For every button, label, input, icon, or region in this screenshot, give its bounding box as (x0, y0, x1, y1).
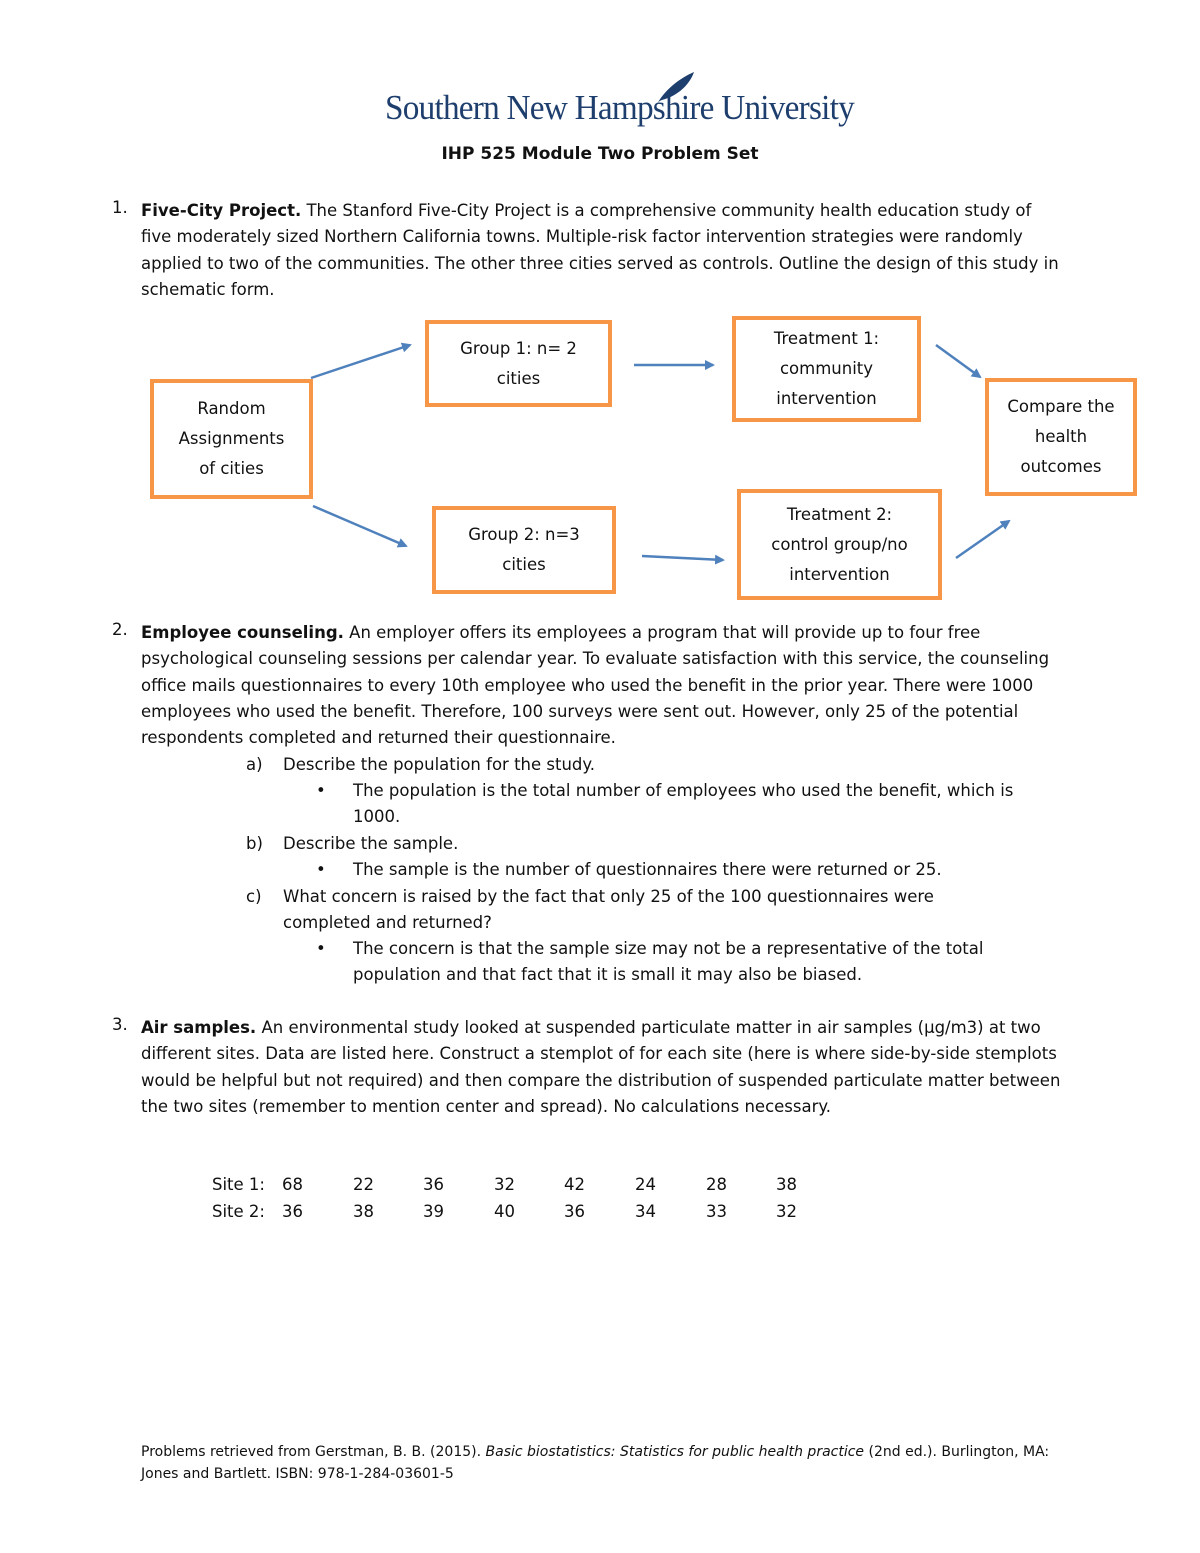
page-title: IHP 525 Module Two Problem Set (441, 144, 759, 164)
site-value: 28 (706, 1175, 727, 1194)
question-1-text (141, 198, 1061, 303)
part-c-question-line2: completed and returned? (283, 913, 492, 932)
arrow-treatment1-to-compare (936, 345, 980, 377)
site-value: 38 (353, 1202, 374, 1221)
compare-outcomes-box: Compare the health outcomes (985, 378, 1137, 496)
group-1-box: Group 1: n= 2 cities (425, 320, 612, 407)
part-c-label: c) (246, 887, 262, 906)
part-b-answer-line1: The sample is the number of questionnaires there were returned or 25. (353, 860, 942, 879)
arrow-treatment2-to-compare (956, 521, 1009, 558)
arrow-random-to-group2 (313, 506, 406, 546)
bullet-icon: • (316, 781, 326, 800)
treatment-1-box: Treatment 1: community intervention (732, 316, 921, 422)
site-value: 32 (776, 1202, 797, 1221)
site-value: 32 (494, 1175, 515, 1194)
site-value: 42 (564, 1175, 585, 1194)
question-1-heading: Five-City Project. (141, 201, 302, 220)
arrow-group2-to-treatment2 (642, 556, 723, 560)
part-a-label: a) (246, 755, 263, 774)
random-assignment-box: Random Assignments of cities (150, 379, 313, 499)
question-1-number: 1. (112, 198, 128, 217)
citation-book-title: Basic biostatistics: Statistics for public health practice (485, 1444, 865, 1460)
part-a-answer-line2: 1000. (353, 807, 401, 826)
question-2-text (141, 620, 1061, 751)
arrow-random-to-group1 (311, 345, 410, 378)
site-value: 36 (423, 1175, 444, 1194)
citation-footer (141, 1441, 1081, 1485)
site-value: 34 (635, 1202, 656, 1221)
citation-suffix: (2nd ed.). Burlington, MA: Jones and Bartlett. ISBN: 978-1-284-03601-5 (141, 1444, 1050, 1482)
question-2-number: 2. (112, 620, 128, 639)
treatment-2-box: Treatment 2: control group/no intervention (737, 489, 942, 600)
site-value: 24 (635, 1175, 656, 1194)
site-value: 22 (353, 1175, 374, 1194)
bullet-icon: • (316, 860, 326, 879)
site-value: 38 (776, 1175, 797, 1194)
part-a-answer-line1: The population is the total number of employees who used the benefit, which is (353, 781, 1014, 800)
site-label: Site 2: (212, 1202, 265, 1221)
question-3-heading: Air samples. (141, 1018, 257, 1037)
part-a-question: Describe the population for the study. (283, 755, 596, 774)
site-value: 36 (564, 1202, 585, 1221)
university-logo-text: Southern New Hampshire University (385, 88, 854, 127)
part-b-question: Describe the sample. (283, 834, 459, 853)
part-c-answer-line2: population and that fact that it is small it may also be biased. (353, 965, 863, 984)
question-2-heading: Employee counseling. (141, 623, 344, 642)
question-3-text (141, 1015, 1061, 1120)
bullet-icon: • (316, 939, 326, 958)
site-value: 33 (706, 1202, 727, 1221)
question-1-body: The Stanford Five-City Project is a comprehensive community health education study of five moderately sized Northern California towns. Multiple-risk factor intervention strategies were randomly applied to two of the communities. The other three cities served as controls. Outline the design of this study in schematic form. (141, 201, 1059, 299)
site-value: 40 (494, 1202, 515, 1221)
site-value: 39 (423, 1202, 444, 1221)
site-value: 36 (282, 1202, 303, 1221)
part-c-question-line1: What concern is raised by the fact that only 25 of the 100 questionnaires were (283, 887, 934, 906)
question-3-body: An environmental study looked at suspended particulate matter in air samples (µg/m3) at two different sites. Data are listed here. Construct a stemplot of for each site (here is where side-by-side stemplots would be helpful but not required) and then compare the distribution of suspended particulate matter between the two sites (remember to mention center and spread). No calculations necessary. (141, 1018, 1061, 1116)
citation-prefix: Problems retrieved from Gerstman, B. B. (2015). (141, 1444, 486, 1460)
part-b-label: b) (246, 834, 263, 853)
question-2-body: An employer offers its employees a program that will provide up to four free psychological counseling sessions per calendar year. To evaluate satisfaction with this service, the counseling office mails questionnaires to every 10th employee who used the benefit in the prior year. There were 1000 employees who used the benefit. Therefore, 100 surveys were sent out. However, only 25 of the potential respondents completed and returned their questionnaire. (141, 623, 1050, 748)
group-2-box: Group 2: n=3 cities (432, 506, 616, 594)
site-label: Site 1: (212, 1175, 265, 1194)
site-value: 68 (282, 1175, 303, 1194)
question-3-number: 3. (112, 1015, 128, 1034)
part-c-answer-line1: The concern is that the sample size may not be a representative of the total (353, 939, 984, 958)
